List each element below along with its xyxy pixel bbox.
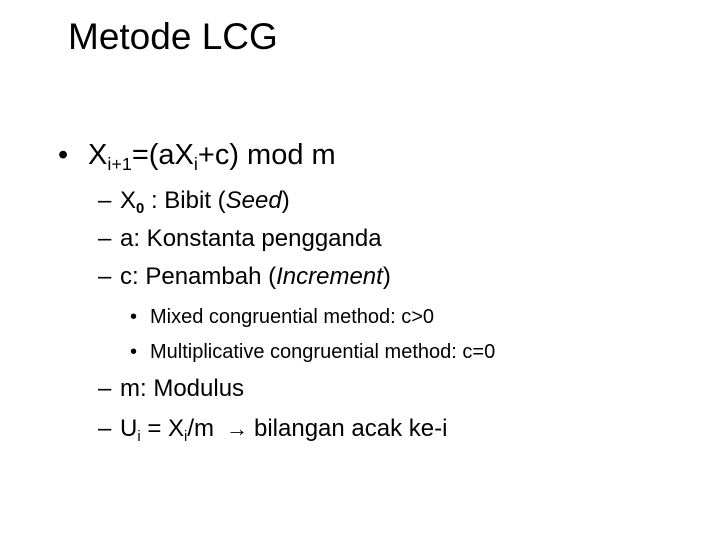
bullet-icon: • [58,139,69,171]
dash-icon: – [98,225,112,252]
right-arrow-icon: → [226,416,248,441]
formula-sub-i: i [193,153,198,174]
item-sub2: i [184,428,188,445]
sub-item-text: Multiplicative congruential method: c=0 [150,341,496,363]
item-italic: Increment [276,263,383,290]
formula-line [58,138,336,172]
list-item-multiplier [98,224,382,254]
bullet-icon: • [130,306,138,328]
item-after: bilangan acak ke-i [254,415,448,442]
item-post: ) [281,187,290,214]
item-var: X [120,187,137,214]
sub-list-item-multiplicative [130,339,495,365]
item-text: : Bibit ( [144,187,226,214]
item-post: /m [187,415,214,442]
item-sub: 0 [136,200,145,217]
dash-icon: – [98,415,112,442]
item-text: m: Modulus [120,375,245,402]
formula-var: X [88,139,108,171]
dash-icon: – [98,263,112,290]
formula-mid: =(aX [131,139,194,171]
item-text: c: Penambah ( [120,263,277,290]
slide-title: Metode LCG [68,16,278,57]
item-mid: = X [140,415,185,442]
item-italic: Seed [225,187,282,214]
item-var: U [120,415,138,442]
formula-rest: +c) mod m [197,139,336,171]
list-item-seed [98,186,290,216]
item-sub: i [137,428,141,445]
dash-icon: – [98,187,112,214]
list-item-random-number [98,414,447,444]
item-post: ) [382,263,391,290]
dash-icon: – [98,375,112,402]
sub-list-item-mixed [130,304,434,330]
formula-sub-next: i+1 [107,153,132,174]
item-text: a: Konstanta pengganda [120,225,382,252]
bullet-icon: • [130,341,138,363]
list-item-increment [98,262,391,292]
sub-item-text: Mixed congruential method: c>0 [150,306,435,328]
list-item-modulus [98,374,244,404]
